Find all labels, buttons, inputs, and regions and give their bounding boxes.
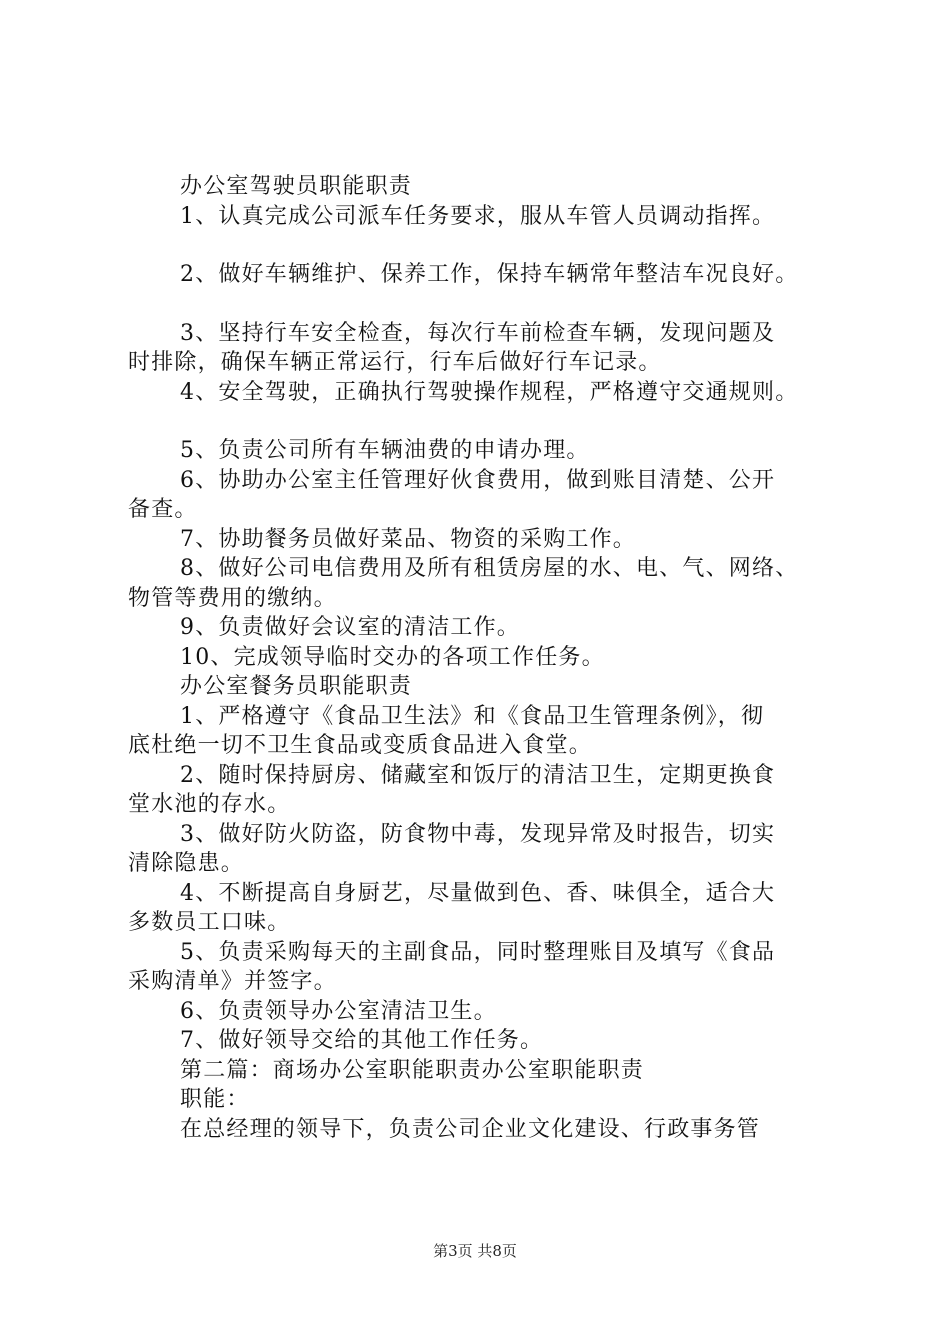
text-line: 采购清单》并签字。 [128,969,337,994]
text-line: 2、随时保持厨房、储藏室和饭厅的清洁卫生，定期更换食 [180,762,776,788]
text-line: 办公室餐务员职能职责 [180,674,413,699]
text-line: 1、严格遵守《食品卫生法》和《食品卫生管理条例》，彻 [180,703,765,729]
text-line: 7、做好领导交给的其他工作任务。 [180,1028,544,1053]
text-line: 3、做好防火防盗，防食物中毒，发现异常及时报告，切实 [180,821,776,847]
text-line: 6、协助办公室主任管理好伙食费用，做到账目清楚、公开 [180,467,776,493]
text-line: 3、坚持行车安全检查，每次行车前检查车辆，发现问题及 [180,320,776,346]
document-body [128,172,844,1144]
text-line: 物管等费用的缴纳。 [128,585,337,611]
text-line: 10、完成领导临时交办的各项工作任务。 [180,644,605,670]
text-line: 1、认真完成公司派车任务要求，服从车管人员调动指挥。 [180,203,776,229]
text-line: 4、安全驾驶，正确执行驾驶操作规程，严格遵守交通规则。 [180,379,799,405]
text-line: 备查。 [128,497,198,522]
page-footer: 第3页 共8页 [433,1242,517,1260]
text-line: 堂水池的存水。 [128,792,291,817]
text-line: 在总经理的领导下，负责公司企业文化建设、行政事务管 [180,1116,761,1142]
text-line: 多数员工口味。 [128,910,291,935]
text-line: 5、负责公司所有车辆油费的申请办理。 [180,438,590,463]
text-line: 8、做好公司电信费用及所有租赁房屋的水、电、气、网络、 [180,556,799,581]
text-line: 9、负责做好会议室的清洁工作。 [180,615,520,640]
text-line: 底杜绝一切不卫生食品或变质食品进入食堂。 [128,733,593,758]
text-line: 第二篇：商场办公室职能职责办公室职能职责 [180,1057,645,1083]
text-line: 2、做好车辆维护、保养工作，保持车辆常年整洁车况良好。 [180,262,799,287]
text-line: 清除隐患。 [128,851,245,876]
text-line: 5、负责采购每天的主副食品，同时整理账目及填写《食品 [180,939,776,965]
text-line: 办公室驾驶员职能职责 [180,174,413,199]
text-line: 职能： [180,1087,250,1112]
text-line: 6、负责领导办公室清洁卫生。 [180,998,497,1024]
text-line: 时排除，确保车辆正常运行，行车后做好行车记录。 [128,350,662,375]
text-line: 4、不断提高自身厨艺，尽量做到色、香、味俱全，适合大 [180,880,776,906]
text-line: 7、协助餐务员做好菜品、物资的采购工作。 [180,526,636,552]
